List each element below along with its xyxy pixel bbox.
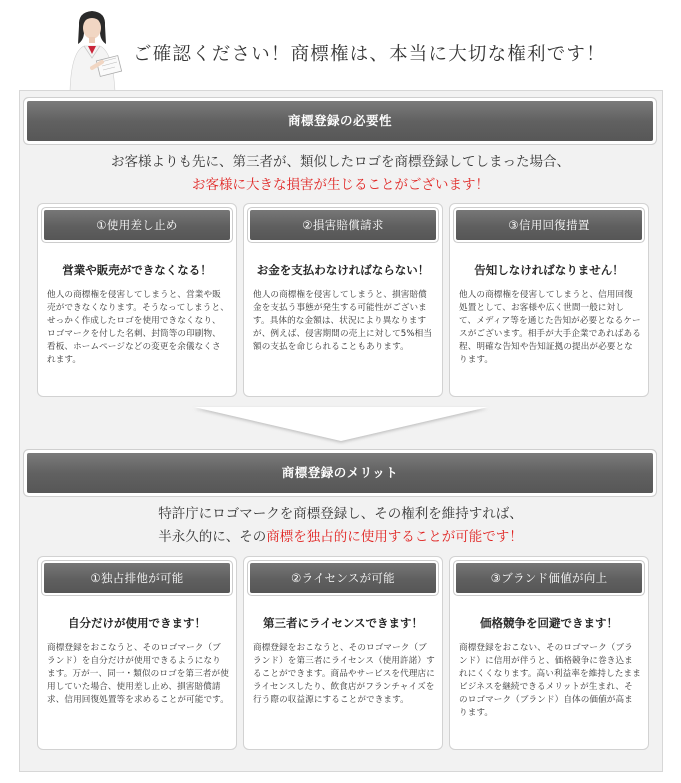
section-merit-lead (0, 503, 681, 549)
card-label: ③信用回復措置 (508, 218, 590, 232)
card-label-chip (44, 563, 230, 593)
card-label-chip (456, 563, 642, 593)
down-arrow-icon (192, 405, 490, 445)
card-title: 営業や販売ができなくなる！ (62, 263, 212, 277)
card-label: ①独占排他が可能 (90, 571, 184, 585)
card-title: 自分だけが使用できます！ (68, 616, 206, 630)
merit-card-licensing (243, 556, 443, 750)
card-title: 価格競争を回避できます！ (480, 616, 618, 630)
card-label-chip (250, 563, 436, 593)
section-necessity-lead (0, 151, 681, 197)
card-label: ①使用差し止め (96, 218, 178, 232)
page-headline: ご確認ください！商標権は、本当に大切な権利です！ (133, 44, 606, 65)
card-body: 他人の商標権を侵害してしまうと、信用回復処置として、お客様や広く世間一般に対して、メディア等を通じた告知が必要となるケースがございます。相手が大手企業であればある程、明確な告知や告知証拠の提出が必要となります。 (459, 290, 641, 365)
card-label-chip (44, 210, 230, 240)
section-merit-header (27, 453, 653, 493)
section-merit-title: 商標登録のメリット (281, 465, 399, 480)
card-body: 商標登録をおこなうと、そのロゴマーク（ブランド）を第三者にライセンス（使用許諾）することができます。商品やサービスを代理店にライセンスしたり、飲食店がフランチャイズを行う際の収益源にすることができます。 (253, 643, 435, 705)
necessity-card-usage-injunction (37, 203, 237, 397)
section-necessity-title: 商標登録の必要性 (287, 113, 392, 128)
lead-line-1: お客様よりも先に、第三者が、類似したロゴを商標登録してしまった場合、 (111, 154, 570, 170)
card-title: お金を支払わなければならない！ (256, 263, 430, 277)
necessity-card-damages-claim (243, 203, 443, 397)
merit-card-brand-value (449, 556, 649, 750)
card-label: ③ブランド価値が向上 (490, 571, 608, 585)
card-title: 第三者にライセンスできます！ (263, 616, 423, 630)
merit-card-exclusive-use (37, 556, 237, 750)
necessity-card-credit-recovery (449, 203, 649, 397)
lead-line-1: 特許庁にロゴマークを商標登録し、その権利を維持すれば、 (158, 506, 523, 522)
lead-line-2-emphasis: お客様に大きな損害が生じることがございます！ (192, 177, 489, 193)
card-label-chip (456, 210, 642, 240)
lead-line-2-prefix: 半永久的に、その (158, 529, 267, 545)
card-body: 商標登録をおこなうと、そのロゴマーク（ブランド）を自分だけが使用できるようになります。万が一、同一・類似のロゴを第三者が使用していた場合、使用差し止め、損害賠償請求、信用回復処置等を求めることが可能です。 (47, 643, 229, 705)
card-title: 告知しなければなりません！ (474, 263, 624, 277)
lead-line-2-emphasis: 商標を独占的に使用することが可能です！ (266, 529, 523, 545)
section-necessity-header (27, 101, 653, 141)
card-body: 他人の商標権を侵害してしまうと、営業や販売ができなくなります。そうなってしまうと、せっかく作成したロゴを使用できなくなり、ロゴマークを付した名刺、封筒等の印刷物、看板、ホームページなどの変更を余儀なくされます。 (47, 290, 229, 365)
card-body: 他人の商標権を侵害してしまうと、損害賠償金を支払う事態が発生する可能性がございます。具体的な金額は、状況により異なりますが、例えば、侵害期間の売上に対して5%相当額の支払を命じられることもあります。 (253, 290, 433, 352)
woman-with-clipboard-illustration (62, 8, 124, 92)
page-header (0, 0, 681, 92)
card-label-chip (250, 210, 436, 240)
card-body: 商標登録をおこない、そのロゴマーク（ブランド）に信用が伴うと、価格競争に巻き込まれにくくなります。高い利益率を維持したままビジネスを継続できるメリットが生まれ、そのロゴマーク（ブランド）自体の価値が高まります。 (459, 643, 641, 718)
lead-line-2 (0, 526, 681, 549)
card-label: ②ライセンスが可能 (291, 571, 395, 585)
card-label: ②損害賠償請求 (302, 218, 384, 232)
